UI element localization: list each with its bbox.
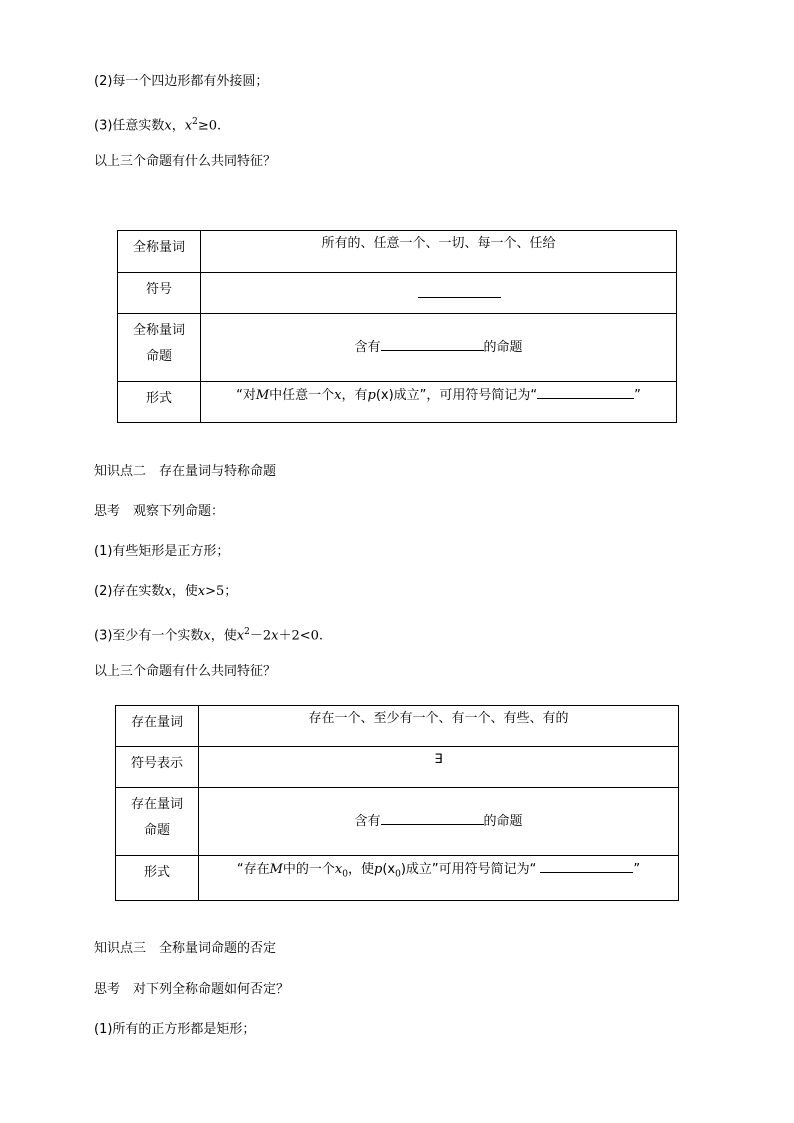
proposition-2: (2)每一个四边形都有外接圆； bbox=[94, 74, 269, 89]
section2-question: 以上三个命题有什么共同特征？ bbox=[94, 664, 277, 679]
table2-value-quantifier: 存在一个、至少有一个、有一个、有些、有的 bbox=[199, 706, 679, 747]
table2-form-value: “存在M中的一个$x_0$，使$p(x_0)$成立”可用符号简记为“ ” bbox=[199, 856, 679, 901]
proposition-3: (3)任意实数x，$x^2\ge 0$. bbox=[94, 117, 222, 134]
table1-form-value: “对M中任意一个x，有p(x)成立”，可用符号简记为“ ” bbox=[201, 382, 677, 423]
table2-label-form: 形式 bbox=[116, 856, 199, 901]
table1-label-form: 形式 bbox=[118, 382, 201, 423]
table2-label-proposition: 存在量词 命题 bbox=[116, 788, 199, 856]
universal-quantifier-table bbox=[117, 230, 677, 423]
table2-label-symbol: 符号表示 bbox=[116, 747, 199, 788]
section2-think: 思考 观察下列命题： bbox=[94, 504, 225, 519]
table1-label-symbol: 符号 bbox=[118, 273, 201, 314]
table1-value-quantifier: 所有的、任意一个、一切、每一个、任给 bbox=[201, 231, 677, 273]
section3-item1: (1)所有的正方形都是矩形； bbox=[94, 1022, 256, 1037]
section3-heading: 知识点三 全称量词命题的否定 bbox=[94, 941, 277, 956]
table2-symbol-value: ∃ bbox=[199, 747, 679, 788]
table1-proposition-value: 含有 的命题 bbox=[201, 314, 677, 382]
section2-heading: 知识点二 存在量词与特称命题 bbox=[94, 464, 277, 479]
table2-label-quantifier: 存在量词 bbox=[116, 706, 199, 747]
existential-quantifier-table bbox=[115, 705, 679, 901]
section2-item3: (3)至少有一个实数x，使$x^2-2x+2<0$. bbox=[94, 627, 324, 644]
question-1: 以上三个命题有什么共同特征？ bbox=[94, 154, 277, 169]
table1-label-proposition: 全称量词 命题 bbox=[118, 314, 201, 382]
table2-proposition-value: 含有 的命题 bbox=[199, 788, 679, 856]
section3-think: 思考 对下列全称命题如何否定？ bbox=[94, 982, 290, 997]
table1-symbol-blank bbox=[201, 273, 677, 314]
section2-item2: (2)存在实数x，使x>5； bbox=[94, 584, 238, 599]
table1-label-quantifier: 全称量词 bbox=[118, 231, 201, 273]
section2-item1: (1)有些矩形是正方形； bbox=[94, 544, 230, 559]
